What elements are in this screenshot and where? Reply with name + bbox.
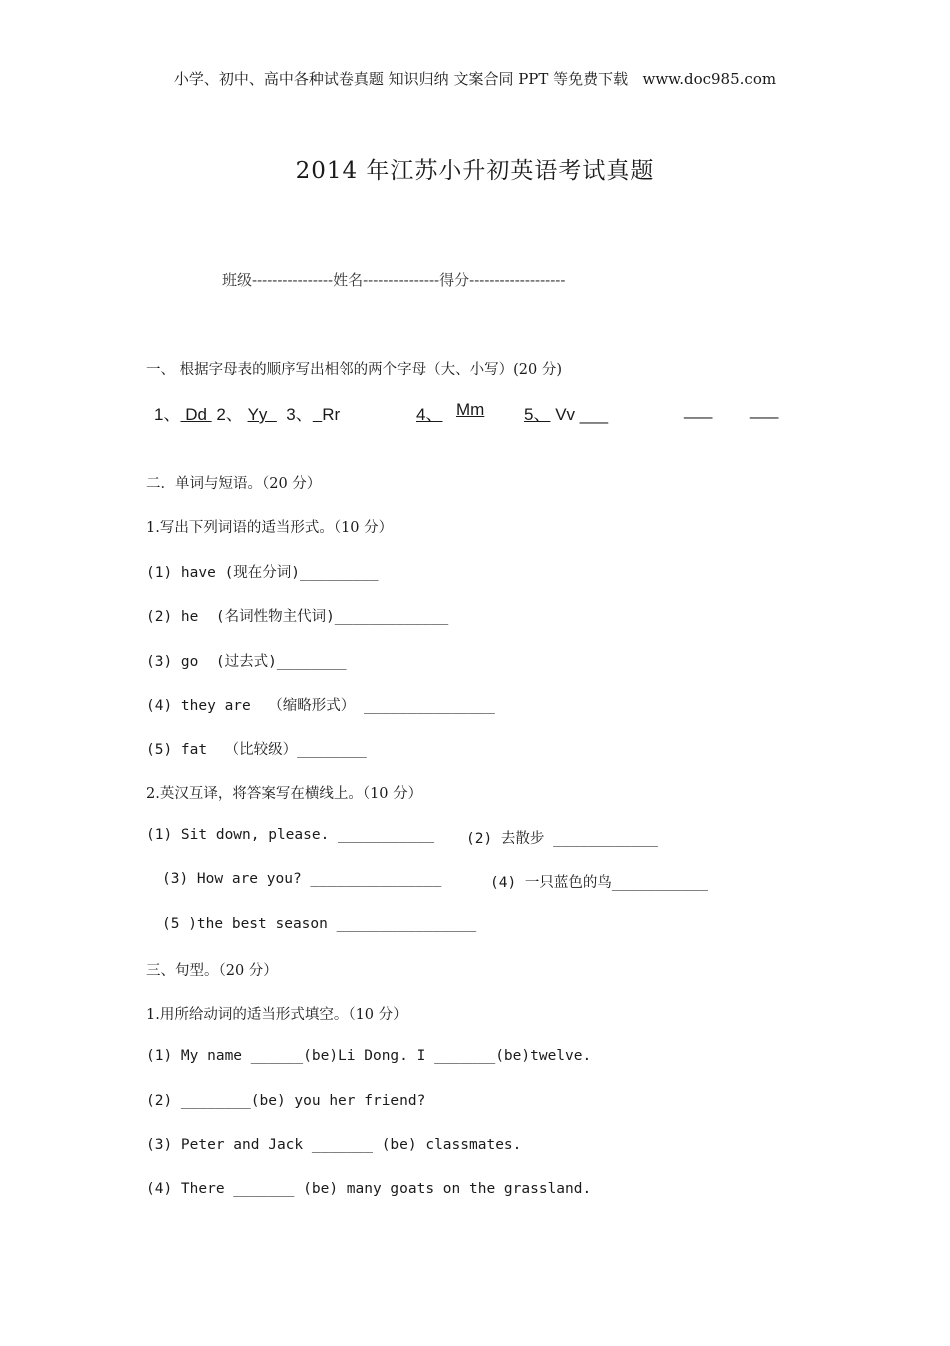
letter-q1-number: 1、 [154,405,181,424]
section3-heading: 三、句型。（20 分） [146,963,278,979]
letter-q5-number: 5、 [524,405,551,424]
part1-item-5: (5) fat （比较级）________ [146,742,367,758]
letter-q3-number: 3、 [276,405,313,424]
letter-blank-3: ___ [750,400,779,419]
part2-item-4: (4) 一只蓝色的鸟___________ [490,875,708,891]
letter-q4-answer-wrap [456,400,484,420]
section1-heading: 一、 根据字母表的顺序写出相邻的两个字母（大、小写）(20 分) [146,362,562,378]
letter-q1-answer: Dd [180,405,212,424]
letter-q4-answer: Mm [456,400,485,419]
section2-part2-heading: 2.英汉互译，将答案写在横线上。（10 分） [146,786,423,802]
letter-q3-blank [313,405,322,424]
part2-item-1: (1) Sit down, please. ___________ [146,827,435,843]
section3-item-2: (2) ________(be) you her friend? [146,1093,426,1109]
letter-q5-answer: Vv [550,405,580,424]
letter-blank-1: ___ [579,405,609,424]
part1-item-2: (2) he (名词性物主代词)_____________ [146,609,449,625]
part2-item-5: (5 )the best season ________________ [162,916,477,932]
letter-blank-2: ___ [684,400,713,419]
letter-q2-answer: Yy [247,405,277,424]
section2-part1-heading: 1.写出下列词语的适当形式。（10 分） [146,520,394,536]
section3-part1-heading: 1.用所给动词的适当形式填空。（10 分） [146,1007,408,1023]
part2-item-2: (2) 去散步 ____________ [466,831,658,847]
section3-item-4: (4) There _______ (be) many goats on the grassland. [146,1181,592,1197]
letter-q2-number: 2、 [211,405,248,424]
section3-item-3: (3) Peter and Jack _______ (be) classmates. [146,1137,522,1153]
section2-heading: 二．单词与短语。（20 分） [146,476,322,492]
letters-row [154,400,340,425]
part1-item-3: (3) go (过去式)________ [146,654,347,670]
letter-q4 [416,400,442,425]
letter-q3-answer: Rr [322,405,341,424]
part2-item-3: (3) How are you? _______________ [162,871,442,887]
document-header: 小学、初中、高中各种试卷真题 知识归纳 文案合同 PPT 等免费下载 www.doc985.com [173,70,777,88]
part1-item-4: (4) they are （缩略形式） _______________ [146,698,495,714]
student-info-line: 班级----------------姓名---------------得分------------------- [222,271,566,289]
letter-q5 [524,400,608,425]
part1-item-1: (1) have (现在分词)_________ [146,565,379,581]
exam-title: 2014 年江苏小升初英语考试真题 [295,158,655,184]
section3-item-1: (1) My name ______(be)Li Dong. I _______(be)twelve. [146,1048,592,1064]
letter-q4-number: 4、 [416,405,443,424]
